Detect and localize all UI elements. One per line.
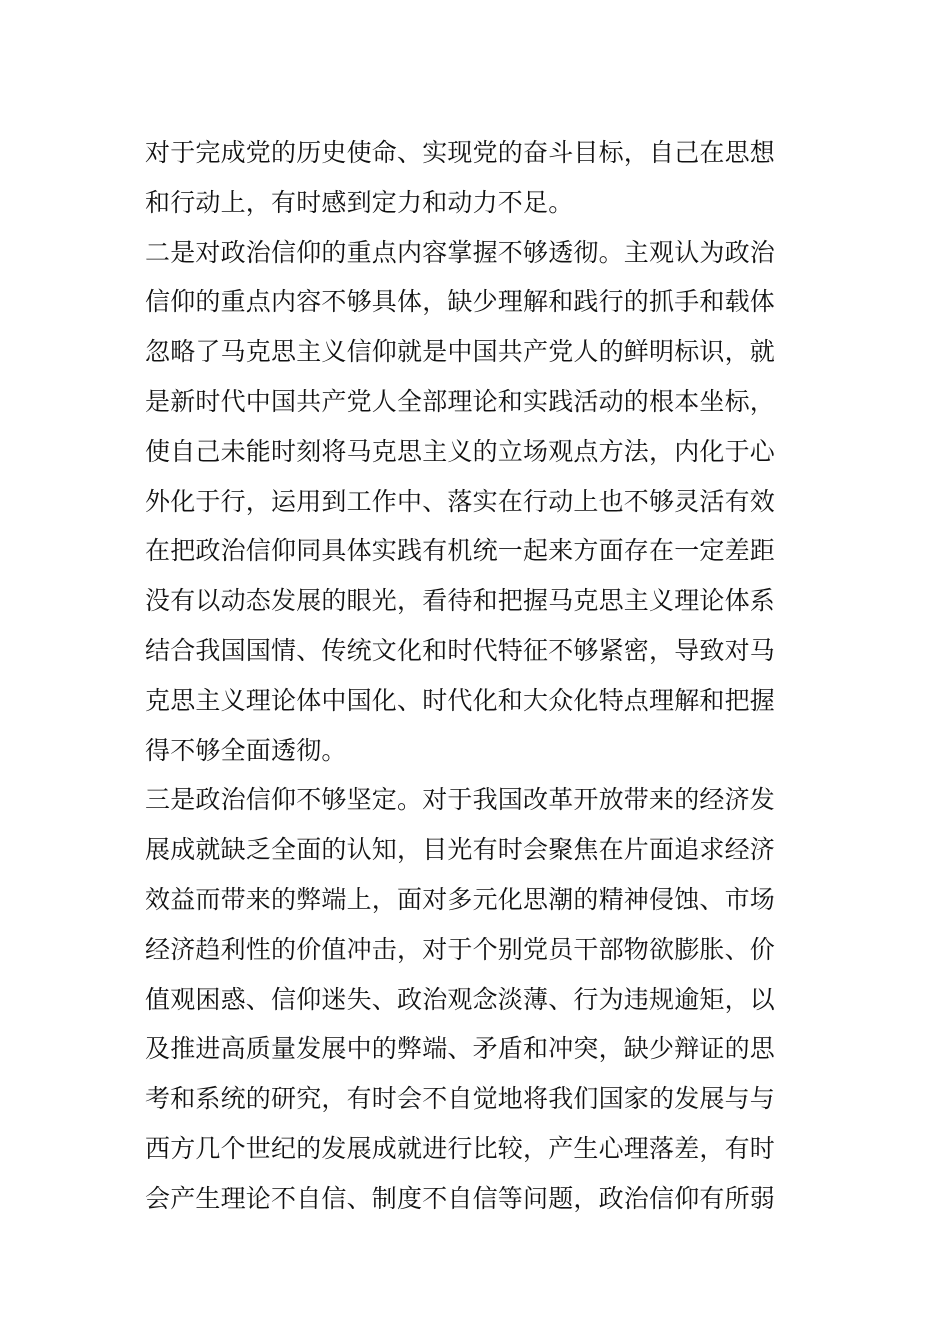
text-line: 效益而带来的弊端上，面对多元化思潮的精神侵蚀、市场: [145, 884, 776, 914]
text-line: 信仰的重点内容不够具体，缺少理解和践行的抓手和载体: [145, 287, 776, 317]
text-line: 二是对政治信仰的重点内容掌握不够透彻。主观认为政治: [145, 237, 776, 267]
text-line: 三是政治信仰不够坚定。对于我国改革开放带来的经济发: [145, 785, 776, 815]
text-line: 使自己未能时刻将马克思主义的立场观点方法，内化于心: [145, 436, 776, 466]
text-line: 忽略了马克思主义信仰就是中国共产党人的鲜明标识，就: [145, 337, 776, 367]
text-line: 会产生理论不自信、制度不自信等问题，政治信仰有所弱: [145, 1183, 776, 1213]
text-line: 西方几个世纪的发展成就进行比较，产生心理落差，有时: [145, 1133, 776, 1163]
text-line: 克思主义理论体中国化、时代化和大众化特点理解和把握: [145, 685, 776, 715]
text-line: 展成就缺乏全面的认知，目光有时会聚焦在片面追求经济: [145, 835, 776, 865]
text-line: 结合我国国情、传统文化和时代特征不够紧密，导致对马: [145, 635, 776, 665]
text-line: 是新时代中国共产党人全部理论和实践活动的根本坐标，: [145, 386, 776, 416]
document-body-text: [145, 128, 845, 1224]
text-line: 值观困惑、信仰迷失、政治观念淡薄、行为违规逾矩，以: [145, 984, 776, 1014]
text-line: 考和系统的研究，有时会不自觉地将我们国家的发展与与: [145, 1084, 776, 1114]
text-line: 得不够全面透彻。: [145, 735, 347, 765]
text-line: 没有以动态发展的眼光，看待和把握马克思主义理论体系: [145, 586, 776, 616]
text-line: 及推进高质量发展中的弊端、矛盾和冲突，缺少辩证的思: [145, 1034, 776, 1064]
text-line: 和行动上，有时感到定力和动力不足。: [145, 187, 574, 217]
text-line: 在把政治信仰同具体实践有机统一起来方面存在一定差距: [145, 536, 776, 566]
text-line: 经济趋利性的价值冲击，对于个别党员干部物欲膨胀、价: [145, 934, 776, 964]
text-line: 对于完成党的历史使命、实现党的奋斗目标，自己在思想: [145, 138, 776, 167]
text-line: 外化于行，运用到工作中、落实在行动上也不够灵活有效: [145, 486, 776, 516]
